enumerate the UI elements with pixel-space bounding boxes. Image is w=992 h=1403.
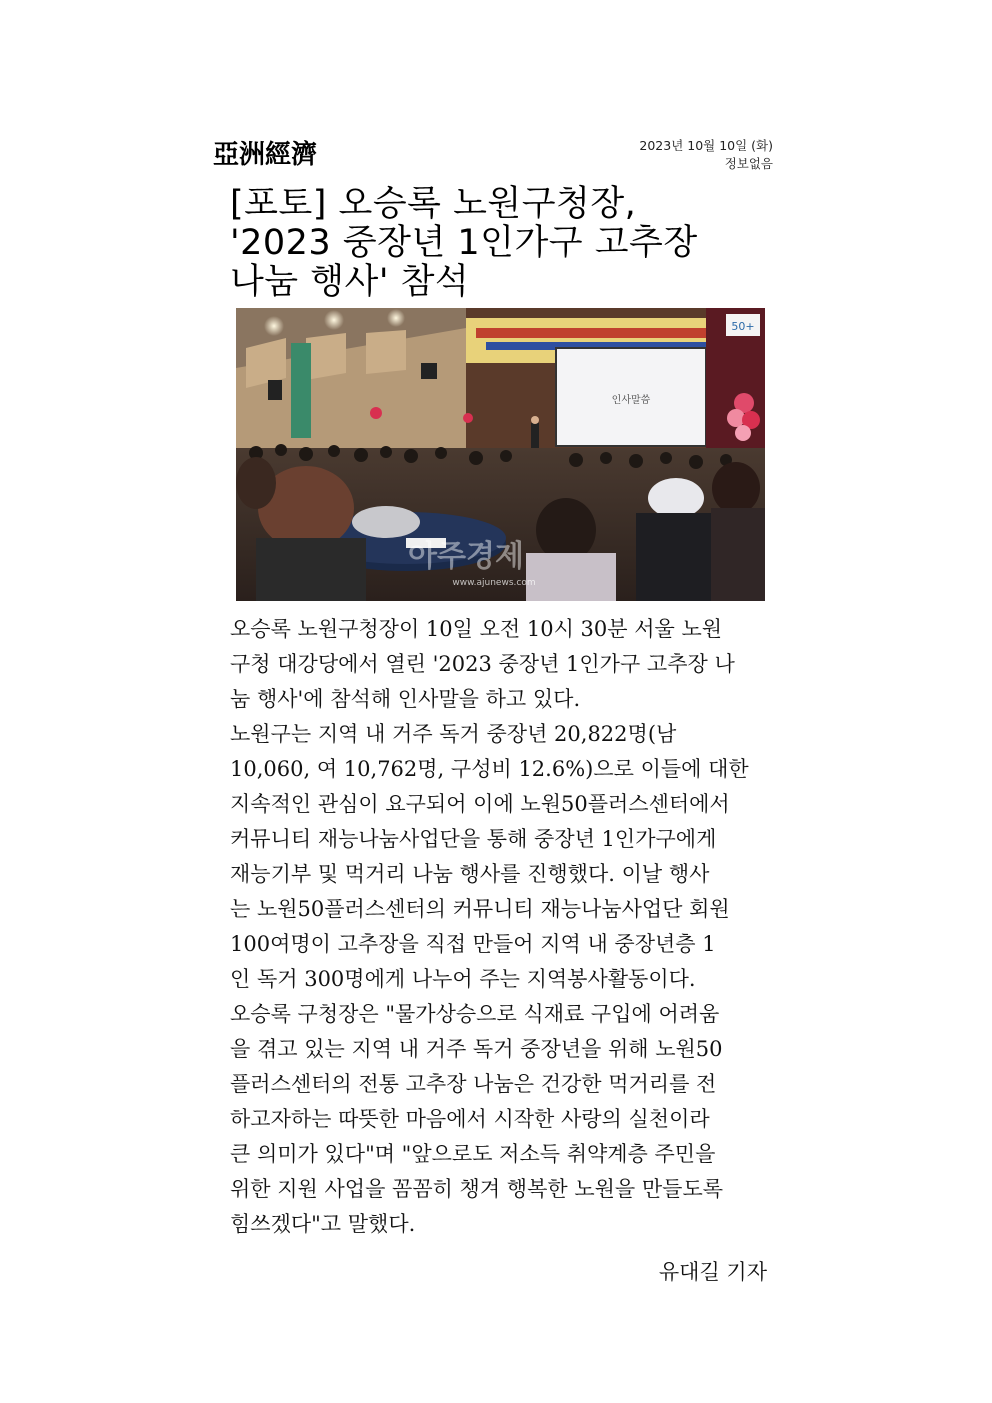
body-line: 지속적인 관심이 요구되어 이에 노원50플러스센터에서 — [230, 792, 730, 816]
publication-date: 2023년 10월 10일 (화) — [639, 138, 773, 153]
body-line: 노원구는 지역 내 거주 독거 중장년 20,822명(남 — [230, 722, 677, 746]
body-line: 10,060, 여 10,762명, 구성비 12.6%)으로 이들에 대한 — [230, 757, 749, 781]
body-line: 위한 지원 사업을 꼼꼼히 챙겨 행복한 노원을 만들도록 — [230, 1177, 724, 1201]
headline — [230, 185, 790, 302]
body-line: 오승록 노원구청장이 10일 오전 10시 30분 서울 노원 — [230, 617, 723, 641]
newspaper-logo: 亞洲經濟 — [213, 140, 318, 170]
screen-text: 인사말씀 — [611, 395, 651, 406]
photo-watermark: 아주경제 — [408, 539, 524, 574]
body-line: 오승록 구청장은 "물가상승으로 식재료 구입에 어려움 — [230, 1002, 720, 1026]
headline-line: [포토] 오승록 노원구청장, — [230, 184, 637, 224]
body-line: 플러스센터의 전통 고추장 나눔은 건강한 먹거리를 전 — [230, 1072, 717, 1096]
article-body — [230, 612, 770, 1242]
section-label: 정보없음 — [724, 156, 773, 171]
body-line: 재능기부 및 먹거리 나눔 행사를 진행했다. 이날 행사 — [230, 862, 710, 886]
reporter-byline: 유대길 기자 — [658, 1260, 767, 1284]
body-line: 는 노원50플러스센터의 커뮤니티 재능나눔사업단 회원 — [230, 897, 730, 921]
headline-line: '2023 중장년 1인가구 고추장 — [230, 223, 698, 263]
body-line: 큰 의미가 있다"며 "앞으로도 저소득 취약계층 주민을 — [230, 1142, 716, 1166]
body-line: 을 겪고 있는 지역 내 거주 독거 중장년을 위해 노원50 — [230, 1037, 723, 1061]
article-photo — [236, 308, 765, 601]
publication-meta — [639, 137, 773, 173]
headline-line: 나눔 행사' 참석 — [230, 262, 470, 302]
body-line: 100여명이 고추장을 직접 만들어 지역 내 중장년층 1 — [230, 932, 716, 956]
body-line: 눔 행사'에 참석해 인사말을 하고 있다. — [230, 687, 581, 711]
body-line: 인 독거 300명에게 나누어 주는 지역봉사활동이다. — [230, 967, 696, 991]
event-photo-illustration — [236, 308, 765, 601]
body-line: 하고자하는 따뜻한 마음에서 시작한 사랑의 실천이라 — [230, 1107, 710, 1131]
photo-watermark-url: www.ajunews.com — [452, 578, 536, 588]
body-line: 커뮤니티 재능나눔사업단을 통해 중장년 1인가구에게 — [230, 827, 717, 851]
body-line: 구청 대강당에서 열린 '2023 중장년 1인가구 고추장 나 — [230, 652, 735, 676]
body-line: 힘쓰겠다"고 말했다. — [230, 1212, 416, 1236]
masthead — [213, 140, 773, 180]
logo-badge: 50+ — [731, 320, 755, 333]
